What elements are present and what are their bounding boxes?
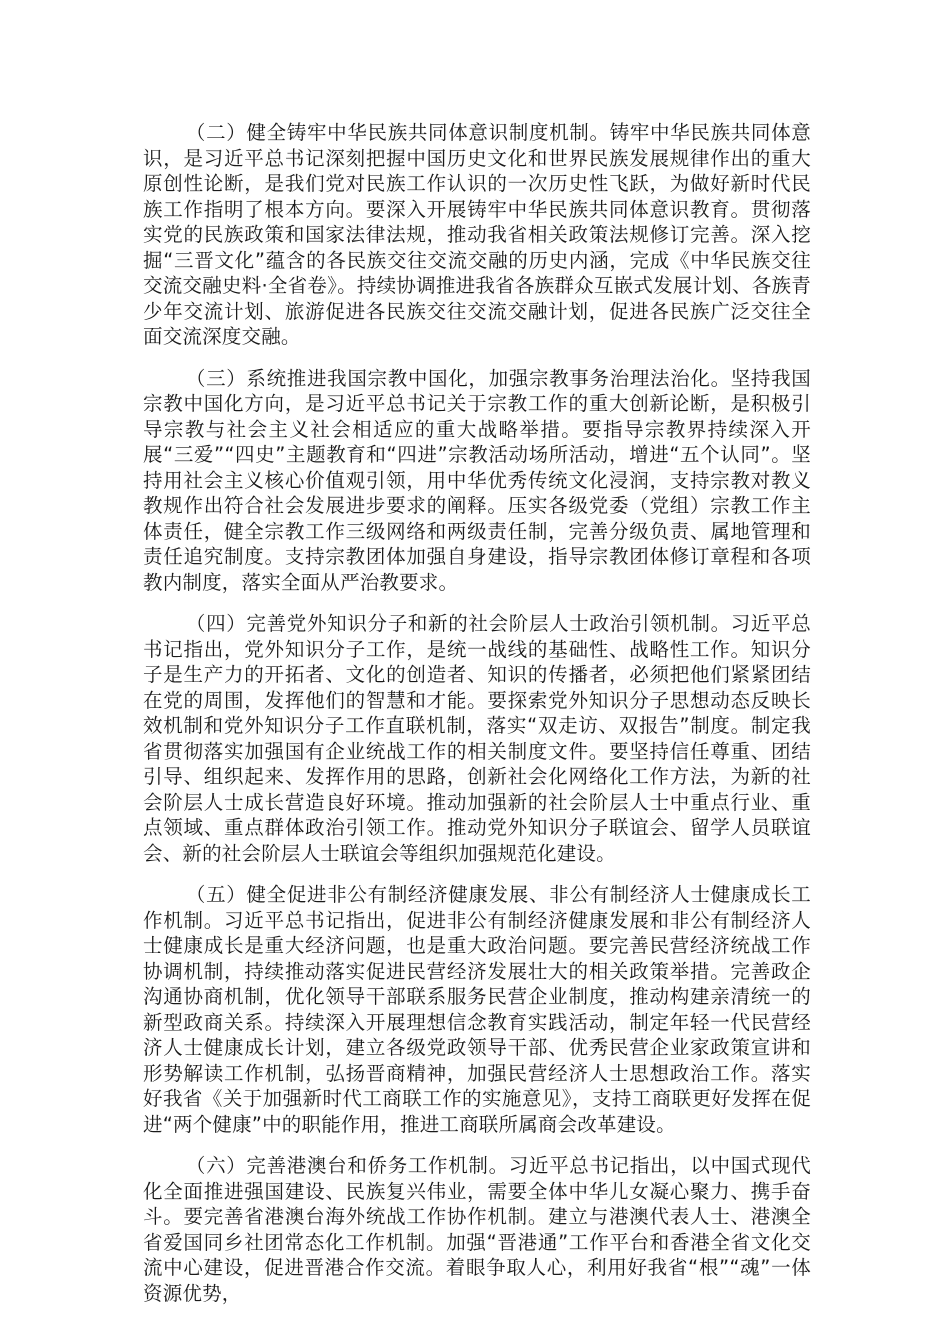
document-page — [143, 120, 811, 1322]
paragraph-heading: （五）健全促进非公有制经济健康发展、非公有制经济人士健康成长工作机制。 — [143, 883, 811, 932]
paragraph-text: 铸牢中华民族共同体意识，是习近平总书记深刻把握中国历史文化和世界民族发展规律作出的重大原创性论断，是我们党对民族工作认识的一次历史性飞跃，为做好新时代民族工作指明了根本方向。要深入开展铸牢中华民族共同体意识教育。贯彻落实党的民族政策和国家法律法规，推动我省相关政策法规修订完善。深入挖掘“三晋文化”蕴含的各民族交往交流交融的历史内涵，完成《中华民族交往交流交融史料·全省卷》。持续协调推进我省各族群众互嵌式发展计划、各族青少年交流计划、旅游促进各民族交往交流交融计划，促进各民族广泛交往全面交流深度交融。 — [143, 121, 811, 348]
paragraph-text: 坚持我国宗教中国化方向，是习近平总书记关于宗教工作的重大创新论断，是积极引导宗教与社会主义社会相适应的重大战略举措。要指导宗教界持续深入开展“三爱”“四史”主题教育和“四进”宗教活动场所活动，增进“五个认同”。坚持用社会主义核心价值观引领，用中华优秀传统文化浸润，支持宗教对教义教规作出符合社会发展进步要求的阐释。压实各级党委（党组）宗教工作主体责任，健全宗教工作三级网络和两级责任制，完善分级负责、属地管理和责任追究制度。支持宗教团体加强自身建设，指导宗教团体修订章程和各项教内制度，落实全面从严治教要求。 — [143, 366, 811, 594]
paragraph-heading: （六）完善港澳台和侨务工作机制。 — [185, 1154, 509, 1177]
paragraph-heading: （三）系统推进我国宗教中国化，加强宗教事务治理法治化。 — [185, 366, 731, 390]
paragraph-text: 习近平总书记指出，促进非公有制经济健康发展和非公有制经济人士健康成长是重大经济问题，也是重大政治问题。要完善民营经济统战工作协调机制，持续推动落实促进民营经济发展壮大的相关政策举措。完善政企沟通协商机制，优化领导干部联系服务民营企业制度，推动构建亲清统一的新型政商关系。持续深入开展理想信念教育实践活动，制定年轻一代民营经济人士健康成长计划，建立各级党政领导干部、优秀民营企业家政策宣讲和形势解读工作机制，弘扬晋商精神，加强民营经济人士思想政治工作。落实好我省《关于加强新时代工商联工作的实施意见》，支持工商联更好发挥在促进“两个健康”中的职能作用，推进工商联所属商会改革建设。 — [143, 908, 811, 1136]
paragraph-3 — [143, 366, 811, 596]
paragraph-text: 习近平总书记指出，以中国式现代化全面推进强国建设、民族复兴伟业，需要全体中华儿女凝心聚力、携手奋斗。要完善省港澳台海外统战工作协作机制。建立与港澳代表人士、港澳全省爱国同乡社团常态化工作机制。加强“晋港通”工作平台和香港全省文化交流中心建设，促进晋港合作交流。着眼争取人心，利用好我省“根”“魂”一体资源优势， — [143, 1154, 811, 1305]
paragraph-6 — [143, 1153, 811, 1306]
paragraph-5 — [143, 882, 811, 1137]
paragraph-heading: （四）完善党外知识分子和新的社会阶层人士政治引领机制。 — [185, 612, 731, 635]
paragraph-2 — [143, 120, 811, 350]
paragraph-4 — [143, 611, 811, 866]
paragraph-heading: （二）健全铸牢中华民族共同体意识制度机制。 — [185, 121, 610, 144]
paragraph-text: 习近平总书记指出，党外知识分子工作，是统一战线的基础性、战略性工作。知识分子是生产力的开拓者、文化的创造者、知识的传播者，必须把他们紧紧团结在党的周围，发挥他们的智慧和才能。要探索党外知识分子思想动态反映长效机制和党外知识分子工作直联机制，落实“双走访、双报告”制度。制定我省贯彻落实加强国有企业统战工作的相关制度文件。要坚持信任尊重、团结引导、组织起来、发挥作用的思路，创新社会化网络化工作方法，为新的社会阶层人士成长营造良好环境。推动加强新的社会阶层人士中重点行业、重点领域、重点群体政治引领工作。推动党外知识分子联谊会、留学人员联谊会、新的社会阶层人士联谊会等组织加强规范化建设。 — [143, 612, 811, 865]
